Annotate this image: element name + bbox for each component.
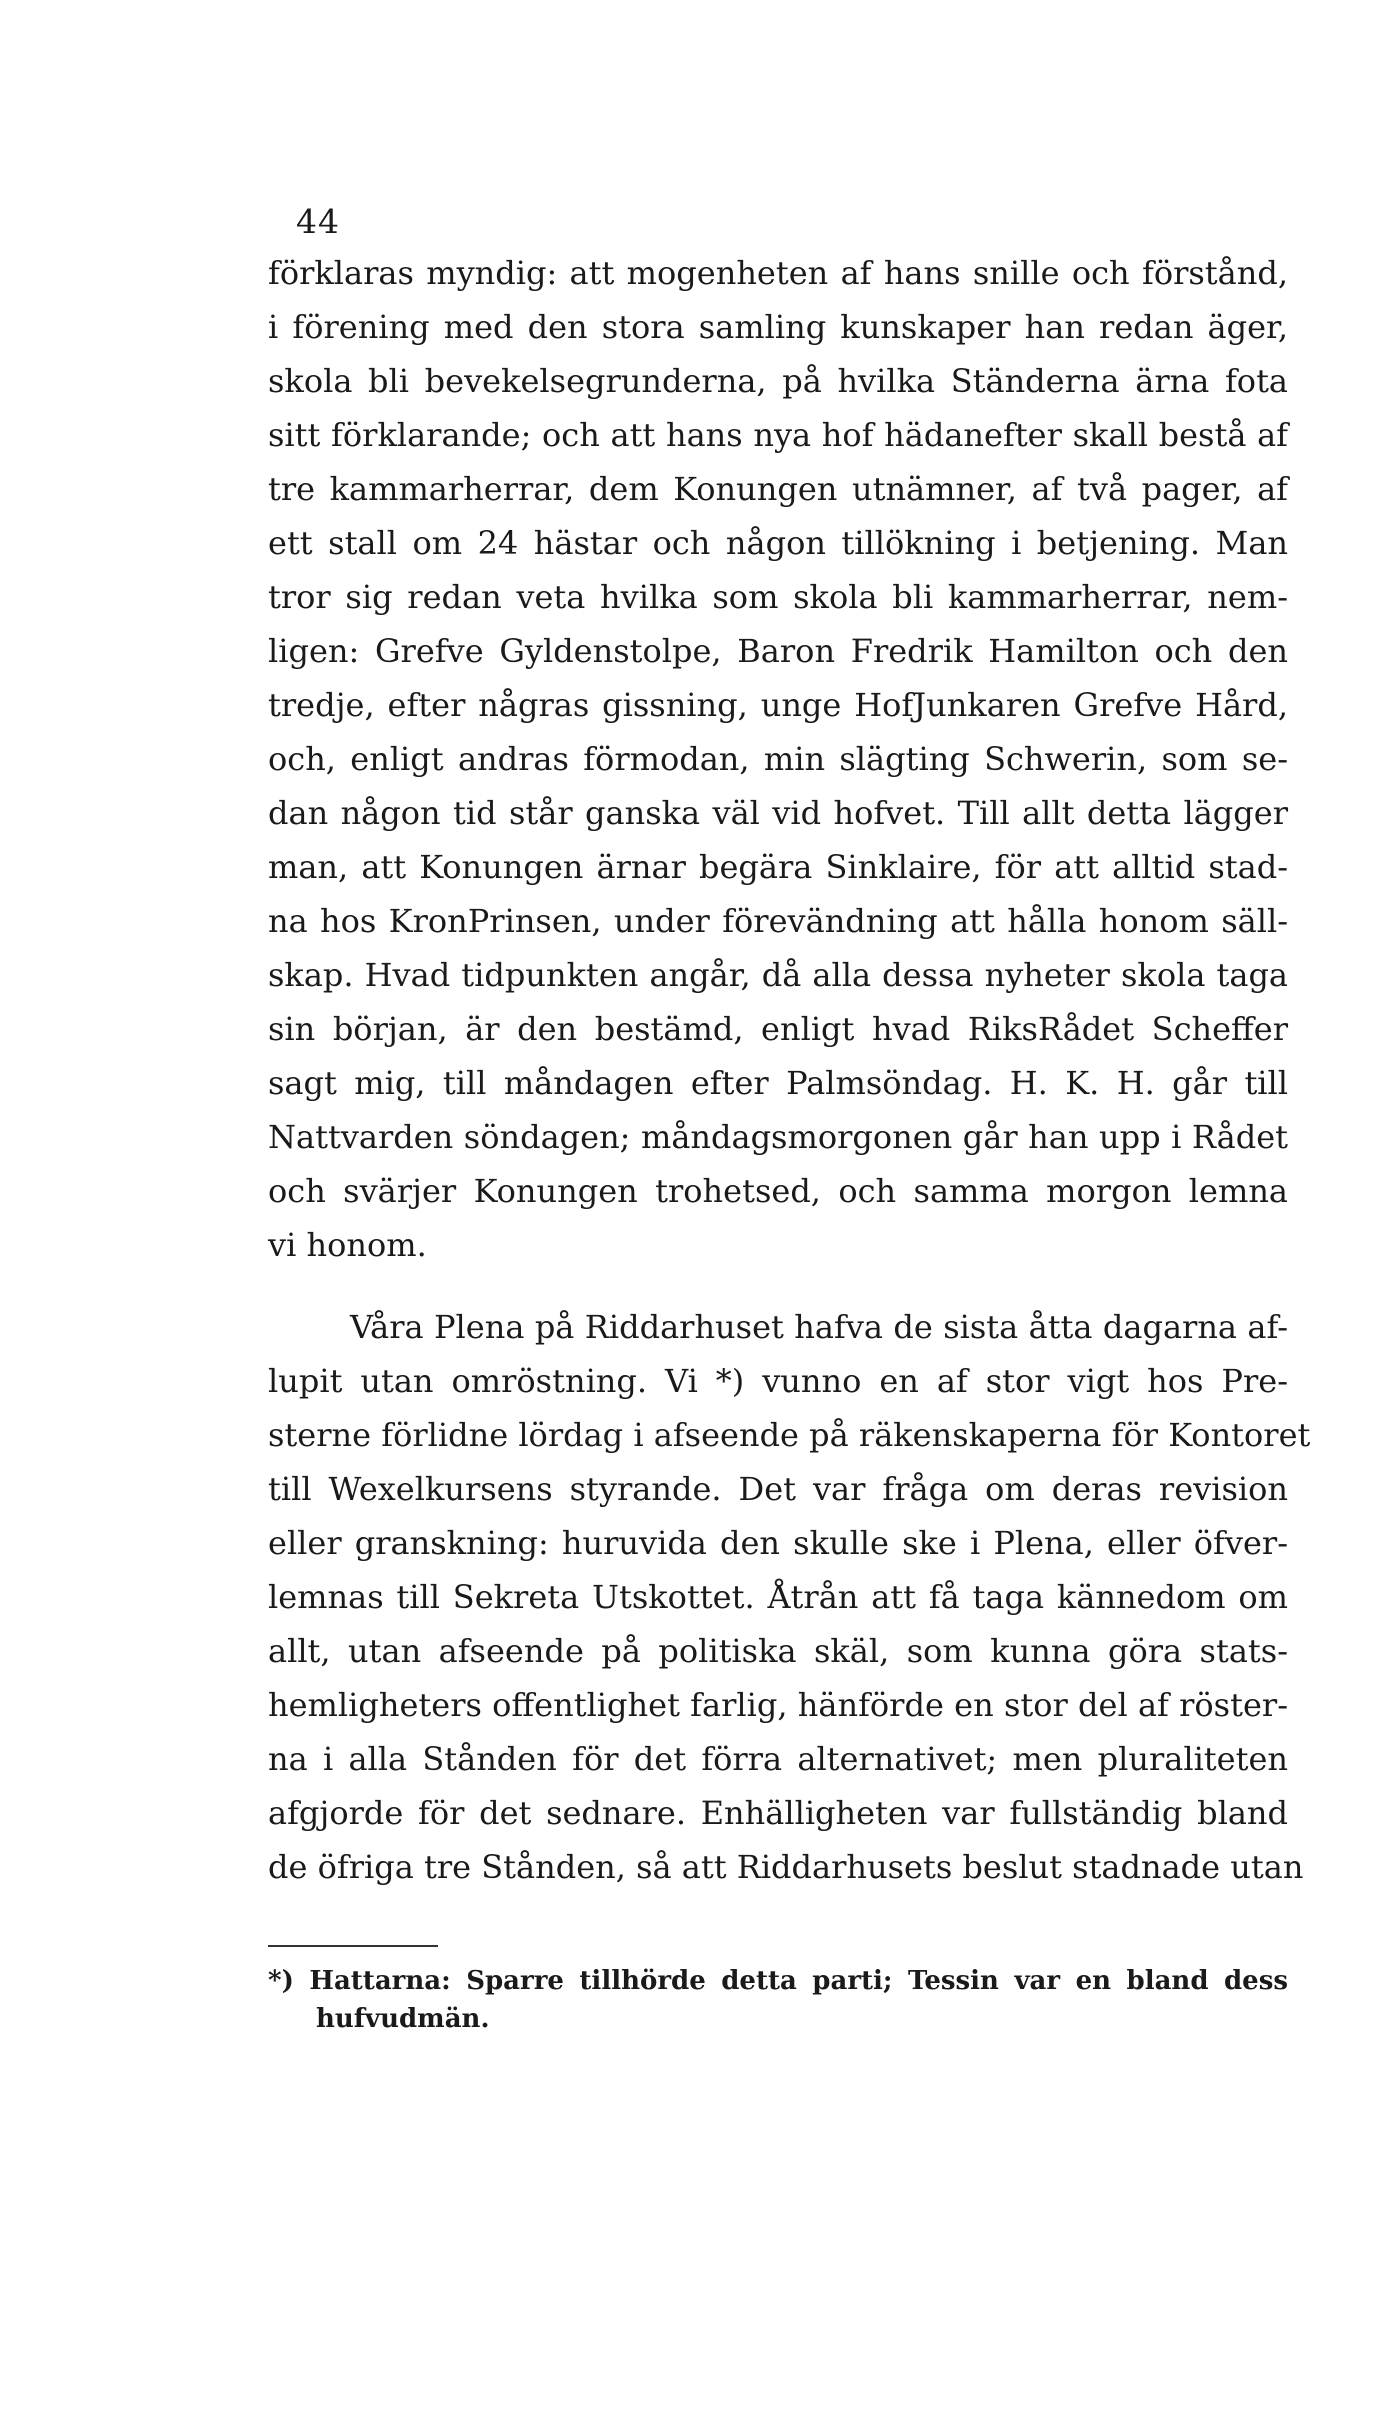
text-line: och, enligt andras förmodan, min slägting Schwerin, som se- bbox=[268, 740, 1288, 778]
text-line: na i alla Stånden för det förra alternativet; men pluraliteten bbox=[268, 1740, 1288, 1778]
text-line: i förening med den stora samling kunskaper han redan äger, bbox=[268, 308, 1288, 346]
text-line: tre kammarherrar, dem Konungen utnämner, af två pager, af bbox=[268, 470, 1288, 508]
page-number: 44 bbox=[296, 202, 340, 241]
text-line: lupit utan omröstning. Vi *) vunno en af stor vigt hos Pre- bbox=[268, 1362, 1288, 1400]
text-line: tredje, efter någras gissning, unge HofJunkaren Grefve Hård, bbox=[268, 686, 1288, 724]
text-line: Nattvarden söndagen; måndagsmorgonen går han upp i Rådet bbox=[268, 1118, 1288, 1156]
text-line: dan någon tid står ganska väl vid hofvet. Till allt detta lägger bbox=[268, 794, 1288, 832]
text-line: förklaras myndig: att mogenheten af hans snille och förstånd, bbox=[268, 254, 1288, 292]
text-line: hemligheters offentlighet farlig, hänförde en stor del af röster- bbox=[268, 1686, 1288, 1724]
footnote-divider bbox=[268, 1945, 438, 1947]
paragraph-1 bbox=[268, 246, 1288, 1272]
text-line: afgjorde för det sednare. Enhälligheten var fullständig bland bbox=[268, 1794, 1288, 1832]
text-line: man, att Konungen ärnar begära Sinklaire, för att alltid stad- bbox=[268, 848, 1288, 886]
text-line: sagt mig, till måndagen efter Palmsöndag. H. K. H. går till bbox=[268, 1064, 1288, 1102]
text-line: ligen: Grefve Gyldenstolpe, Baron Fredrik Hamilton och den bbox=[268, 632, 1288, 670]
footnote-line: *) Hattarna: Sparre tillhörde detta parti; Tessin var en bland dess bbox=[268, 1966, 1288, 1996]
text-line: till Wexelkursens styrande. Det var fråga om deras revision bbox=[268, 1470, 1288, 1508]
text-line: skap. Hvad tidpunkten angår, då alla dessa nyheter skola taga bbox=[268, 956, 1288, 994]
text-line: allt, utan afseende på politiska skäl, som kunna göra stats- bbox=[268, 1632, 1288, 1670]
paragraph-2 bbox=[268, 1300, 1311, 1894]
text-line: tror sig redan veta hvilka som skola bli kammarherrar, nem- bbox=[268, 578, 1288, 616]
text-line: och svärjer Konungen trohetsed, och samma morgon lemna bbox=[268, 1172, 1288, 1210]
text-line: lemnas till Sekreta Utskottet. Åtrån att få taga kännedom om bbox=[268, 1578, 1288, 1616]
text-line: sterne förlidne lördag i afseende på räkenskaperna för Kontoret bbox=[268, 1416, 1311, 1454]
text-line: sin början, är den bestämd, enligt hvad RiksRådet Scheffer bbox=[268, 1010, 1288, 1048]
footnote bbox=[268, 1962, 1288, 2038]
text-line: na hos KronPrinsen, under förevändning att hålla honom säll- bbox=[268, 902, 1288, 940]
text-line: de öfriga tre Stånden, så att Riddarhusets beslut stadnade utan bbox=[268, 1848, 1304, 1886]
text-line: vi honom. bbox=[268, 1226, 427, 1264]
text-line: sitt förklarande; och att hans nya hof hädanefter skall bestå af bbox=[268, 416, 1288, 454]
footnote-line: hufvudmän. bbox=[316, 2004, 490, 2034]
text-line: eller granskning: huruvida den skulle ske i Plena, eller öfver- bbox=[268, 1524, 1288, 1562]
text-line: Våra Plena på Riddarhuset hafva de sista åtta dagarna af- bbox=[350, 1308, 1288, 1346]
text-line: ett stall om 24 hästar och någon tillökning i betjening. Man bbox=[268, 524, 1288, 562]
text-line: skola bli bevekelsegrunderna, på hvilka Ständerna ärna fota bbox=[268, 362, 1288, 400]
